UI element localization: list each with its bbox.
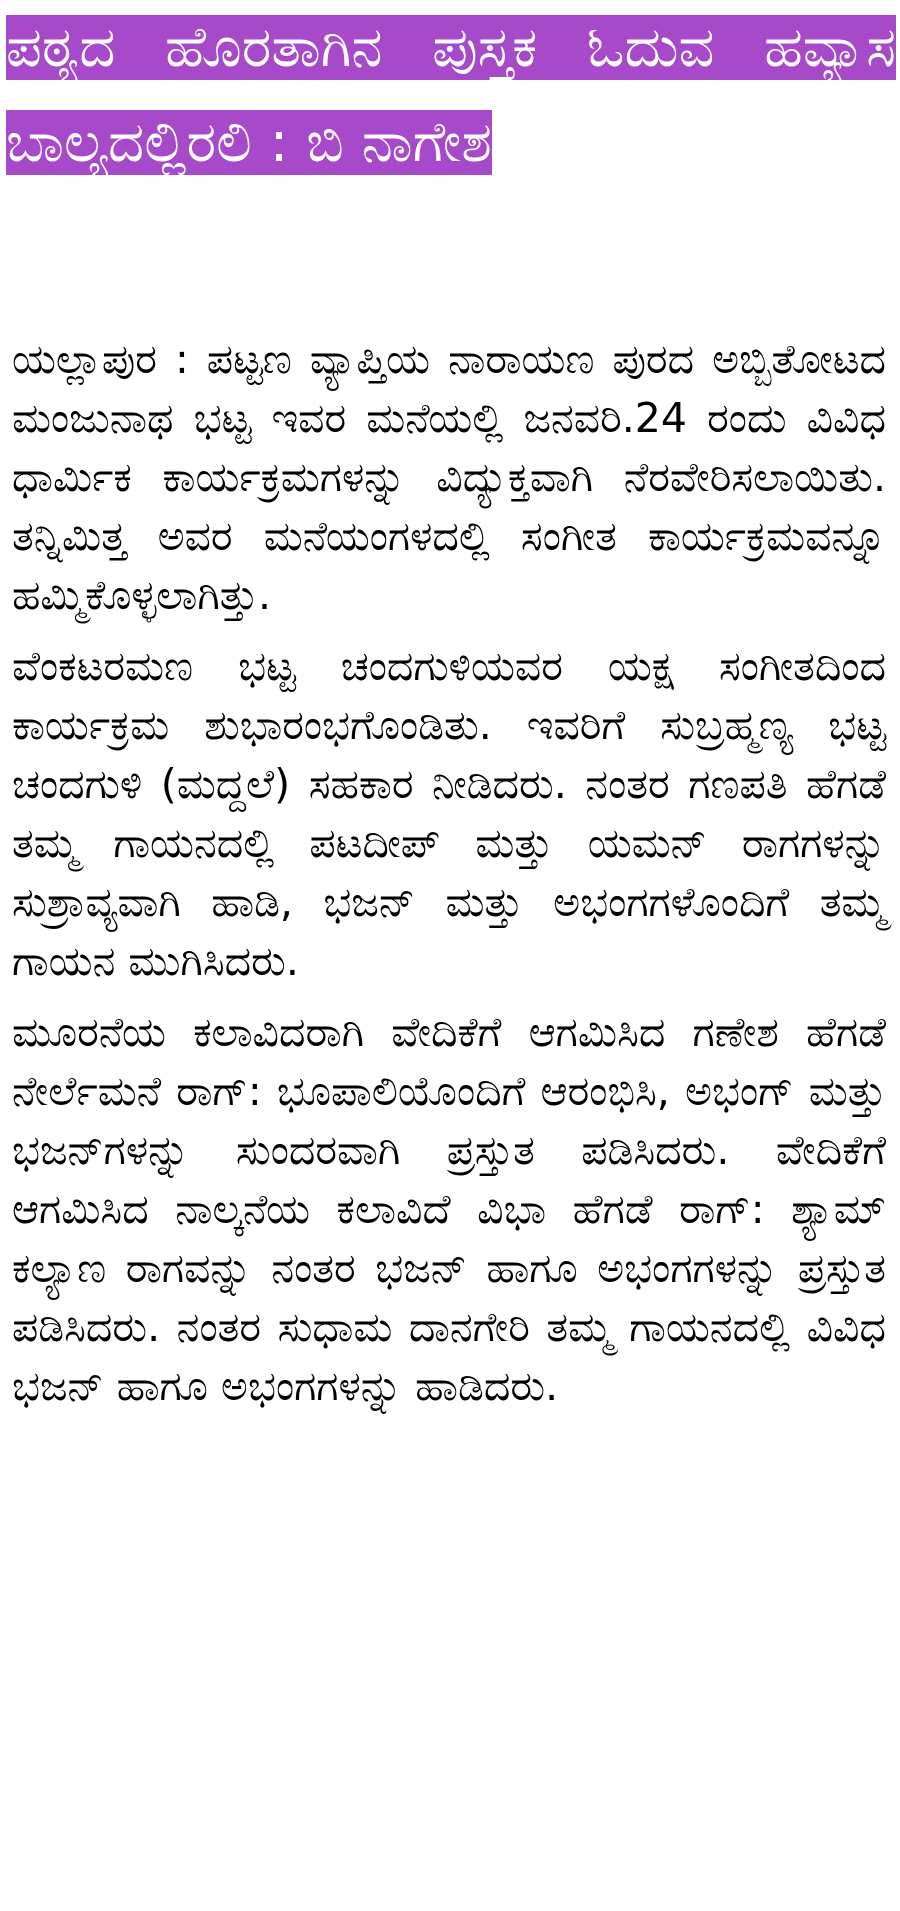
article-paragraph-3: ಮೂರನೆಯ ಕಲಾವಿದರಾಗಿ ವೇದಿಕೆಗೆ ಆಗಮಿಸಿದ ಗಣೇಶ ಹೆಗಡೆ ನೇರ್ಲೆಮನೆ ರಾಗ್: ಭೂಪಾಲಿಯೊಂದಿಗೆ ಆರಂಭಿಸಿ, ಅಭಂಗ್ ಮತ್ತು ಭಜನ್‌ಗಳನ್ನು ಸುಂದರವಾಗಿ ಪ್ರಸ್ತುತ ಪಡಿಸಿದರು. ವೇದಿಕೆಗೆ ಆಗಮಿಸಿದ ನಾಲ್ಕನೆಯ ಕಲಾವಿದೆ ವಿಭಾ ಹೆಗಡೆ ರಾಗ್: ಶ್ಯಾಮ್ ಕಲ್ಯಾಣ ರಾಗವನ್ನು ನಂತರ ಭಜನ್ ಹಾಗೂ ಅಭಂಗಗಳನ್ನು ಪ್ರಸ್ತುತ ಪಡಿಸಿದರು. ನಂತರ ಸುಧಾಮ ದಾನಗೇರಿ ತಮ್ಮ ಗಾಯನದಲ್ಲಿ ವಿವಿಧ ಭಜನ್ ಹಾಗೂ ಅಭಂಗಗಳನ್ನು ಹಾಡಿದರು. (12, 1008, 886, 1410)
article-headline (6, 0, 896, 190)
article-paragraph-1: ಯಲ್ಲಾಪುರ : ಪಟ್ಟಣ ವ್ಯಾಪ್ತಿಯ ನಾರಾಯಣ ಪುರದ ಅಬ್ಬಿತೋಟದ ಮಂಜುನಾಥ ಭಟ್ಟ ಇವರ ಮನೆಯಲ್ಲಿ ಜನವರಿ.24 ರಂದು ವಿವಿಧ ಧಾರ್ಮಿಕ ಕಾರ್ಯಕ್ರಮಗಳನ್ನು ವಿದ್ಯುಕ್ತವಾಗಿ ನೆರವೇರಿಸಲಾಯಿತು. ತನ್ನಿಮಿತ್ತ ಅವರ ಮನೆಯಂಗಳದಲ್ಲಿ ಸಂಗೀತ ಕಾರ್ಯಕ್ರಮವನ್ನೂ ಹಮ್ಮಿಕೊಳ್ಳಲಾಗಿತ್ತು. (12, 335, 886, 619)
headline-text: ಪಠ್ಯದ ಹೊರತಾಗಿನ ಪುಸ್ತಕ ಓದುವ ಹವ್ಯಾಸ ಬಾಲ್ಯದಲ್ಲಿರಲಿ : ಬಿ ನಾಗೇಶ (6, 15, 896, 175)
article-paragraph-2: ವೆಂಕಟರಮಣ ಭಟ್ಟ ಚಂದಗುಳಿಯವರ ಯಕ್ಷ ಸಂಗೀತದಿಂದ ಕಾರ್ಯಕ್ರಮ ಶುಭಾರಂಭಗೊಂಡಿತು. ಇವರಿಗೆ ಸುಬ್ರಹ್ಮಣ್ಯ ಭಟ್ಟ ಚಂದಗುಳಿ (ಮದ್ದಲೆ) ಸಹಕಾರ ನೀಡಿದರು. ನಂತರ ಗಣಪತಿ ಹೆಗಡೆ ತಮ್ಮ ಗಾಯನದಲ್ಲಿ ಪಟದೀಪ್ ಮತ್ತು ಯಮನ್ ರಾಗಗಳನ್ನು ಸುಶ್ರಾವ್ಯವಾಗಿ ಹಾಡಿ, ಭಜನ್ ಮತ್ತು ಅಭಂಗಗಳೊಂದಿಗೆ ತಮ್ಮ ಗಾಯನ ಮುಗಿಸಿದರು. (12, 642, 886, 985)
article-body (12, 330, 886, 1428)
